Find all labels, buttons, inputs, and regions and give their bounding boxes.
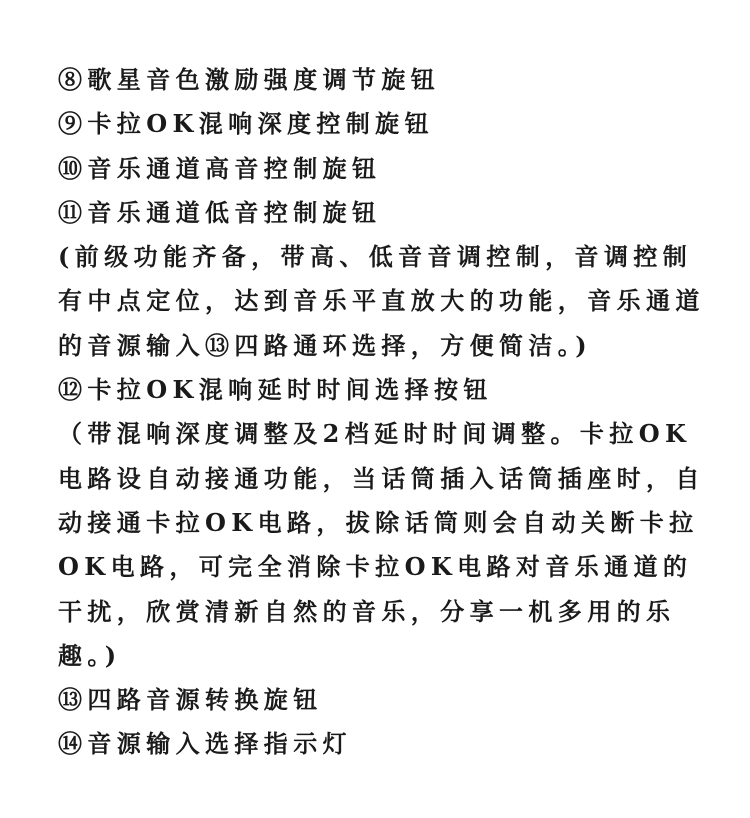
- item-11-music-bass-knob: ⑪音乐通道低音控制旋钮: [58, 197, 382, 227]
- karaoke-note-line-5: 干扰，欣赏清新自然的音乐，分享一机多用的乐: [58, 596, 676, 626]
- preamp-note-line-1: (前级功能齐备，带高、低音音调控制，音调控制: [58, 242, 693, 272]
- item-10-music-treble-knob: ⑩音乐通道高音控制旋钮: [58, 153, 382, 183]
- karaoke-note-line-3: 动接通卡拉OK电路，拔除话筒则会自动关断卡拉: [58, 507, 699, 537]
- karaoke-note-line-1: （带混响深度调整及2档延时时间调整。卡拉OK: [58, 419, 692, 449]
- karaoke-note-line-2: 电路设自动接通功能，当话筒插入话筒插座时，自: [58, 463, 705, 493]
- karaoke-note-line-6: 趣。): [58, 640, 122, 670]
- karaoke-note-line-4: OK电路，可完全消除卡拉OK电路对音乐通道的: [58, 552, 693, 582]
- feature-description: [58, 58, 718, 767]
- preamp-note-line-3: 的音源输入⑬四路通环选择，方便简洁。): [58, 330, 592, 360]
- item-14-source-indicator-light: ⑭音源输入选择指示灯: [58, 729, 352, 759]
- item-8-vocal-exciter-knob: ⑧歌星音色激励强度调节旋钮: [58, 65, 441, 94]
- item-13-source-switch-knob: ⑬四路音源转换旋钮: [58, 685, 323, 715]
- item-9-karaoke-reverb-depth-knob: ⑨卡拉OK混响深度控制旋钮: [58, 109, 434, 139]
- item-12-reverb-delay-button: ⑫卡拉OK混响延时时间选择按钮: [58, 375, 493, 405]
- preamp-note-line-2: 有中点定位，达到音乐平直放大的功能，音乐通道: [58, 286, 705, 316]
